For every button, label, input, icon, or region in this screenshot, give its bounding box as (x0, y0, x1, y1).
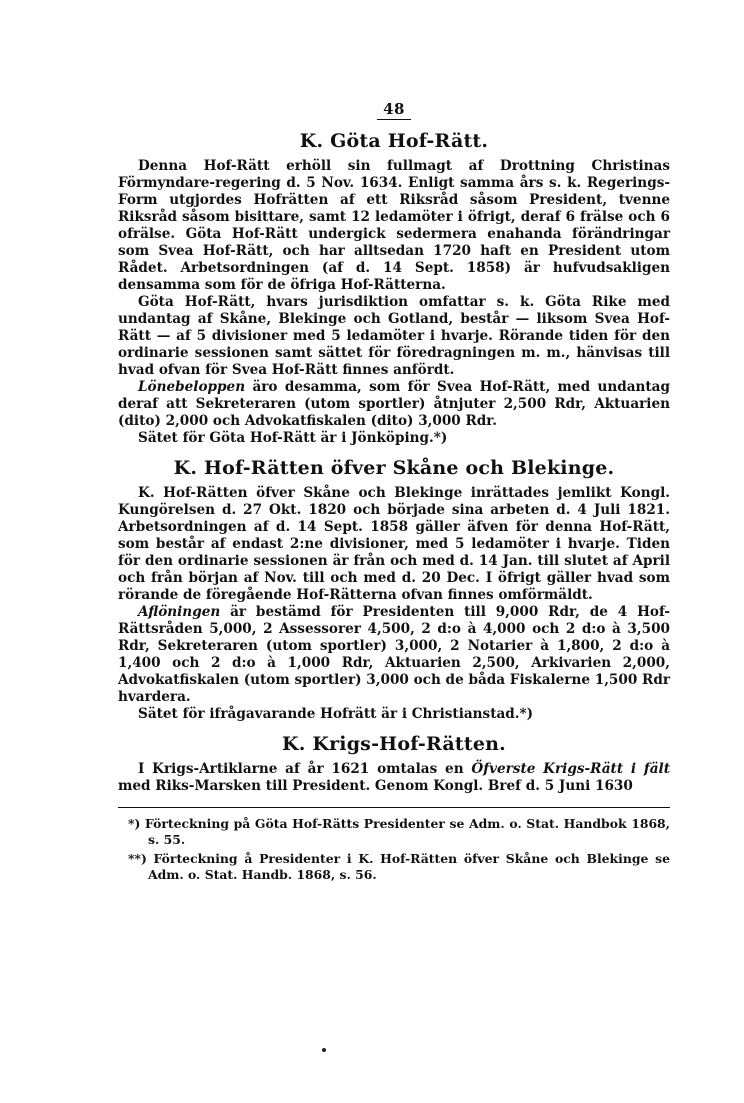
text-run: med Riks-Marsken till President. Genom Kongl. Bref d. 5 Juni 1630 (118, 778, 633, 794)
footnote: *) Förteckning på Göta Hof-Rätts Presidenter se Adm. o. Stat. Handbok 1868, s. 55. (128, 816, 670, 847)
section-title: K. Hof-Rätten öfver Skåne och Blekinge. (173, 457, 615, 479)
text-run: Sätet för ifrågavarande Hofrätt är i Christianstad.*) (138, 706, 534, 722)
speck-mark (322, 1048, 326, 1052)
footnotes (118, 807, 670, 883)
paragraph (118, 294, 670, 379)
text-run: är bestämd för Presidenten till 9,000 Rdr, de 4 Hof-Rättsråden 5,000, 2 Assessorer 4,500, 2 d:o à 4,000 och 2 d:o à 3,500 Rdr, Sekreteraren (utom sportler) 3,000, 2 Notarier à 1,800, 2 d:o à 1,400 och 2 d:o à 1,000 Rdr, Aktuarien 2,500, Arkivarien 2,000, Advokatfiskalen (utom sportler) 3,000 och de båda Fiskalerne 1,500 Rdr hvardera. (118, 604, 671, 705)
text-run: äro desamma, som för Svea Hof-Rätt, med undantag deraf att Sekreteraren (utom sportler) åtnjuter 2,500 Rdr, Aktuarien (dito) 2,000 och Advokatfiskalen (dito) 3,000 Rdr. (118, 379, 670, 429)
document-page (118, 100, 670, 886)
italic-term: Lönebeloppen (138, 379, 246, 395)
page-content (118, 130, 670, 795)
section-title: K. Krigs-Hof-Rätten. (282, 733, 506, 755)
paragraph (118, 430, 670, 447)
page-number: 48 (118, 100, 670, 120)
text-run: Denna Hof-Rätt erhöll sin fullmagt af Drottning Christinas Förmyndare-regering d. 5 Nov. 1634. Enligt samma års s. k. Regerings-Form utgjordes Hofrätten af ett Riksråd såsom President, tvenne Riksråd såsom bisittare, samt 12 ledamöter i öfrigt, deraf 6 frälse och 6 ofrälse. Göta Hof-Rätt undergick sedermera enahanda förändringar som Svea Hof-Rätt, och har alltsedan 1720 haft en President utom Rådet. Arbetsordningen (af d. 14 Sept. 1858) är hufvudsakligen densamma som för de öfriga Hof-Rätterna. (118, 158, 670, 293)
paragraph (118, 706, 670, 723)
paragraph (118, 485, 670, 604)
paragraph (118, 379, 670, 430)
paragraph (118, 761, 670, 795)
text-run: Sätet för Göta Hof-Rätt är i Jönköping.*) (138, 430, 448, 446)
paragraph (118, 604, 670, 706)
paragraph (118, 158, 670, 294)
italic-term: Aflöningen (138, 604, 221, 620)
italic-term: Öfverste Krigs-Rätt i fält (471, 761, 670, 777)
text-run: K. Hof-Rätten öfver Skåne och Blekinge inrättades jemlikt Kongl. Kungörelsen d. 27 Okt. 1820 och började sina arbeten d. 4 Juli 1821. Arbetsordningen af d. 14 Sept. 1858 gäller äfven för denna Hof-Rätt, som består af endast 2:ne divisioner, med 5 ledamöter i hvarje. Tiden för den ordinarie sessionen är från och med d. 14 Jan. till slutet af April och från början af Nov. till och med d. 20 Dec. I öfrigt gäller hvad som rörande de föregående Hof-Rätterna ofvan finnes omförmäldt. (118, 485, 670, 603)
text-run: I Krigs-Artiklarne af år 1621 omtalas en (138, 761, 472, 777)
text-run: Göta Hof-Rätt, hvars jurisdiktion omfattar s. k. Göta Rike med undantag af Skåne, Blekinge och Gotland, består — liksom Svea Hof-Rätt — af 5 divisioner med 5 ledamöter i hvarje. Rörande tiden för den ordinarie sessionen samt sättet för föredragningen m. m., hänvisas till hvad ofvan för Svea Hof-Rätt finnes anfördt. (118, 294, 670, 378)
section-title: K. Göta Hof-Rätt. (299, 130, 489, 152)
footnote: **) Förteckning å Presidenter i K. Hof-Rätten öfver Skåne och Blekinge se Adm. o. Stat. Handb. 1868, s. 56. (128, 851, 670, 882)
